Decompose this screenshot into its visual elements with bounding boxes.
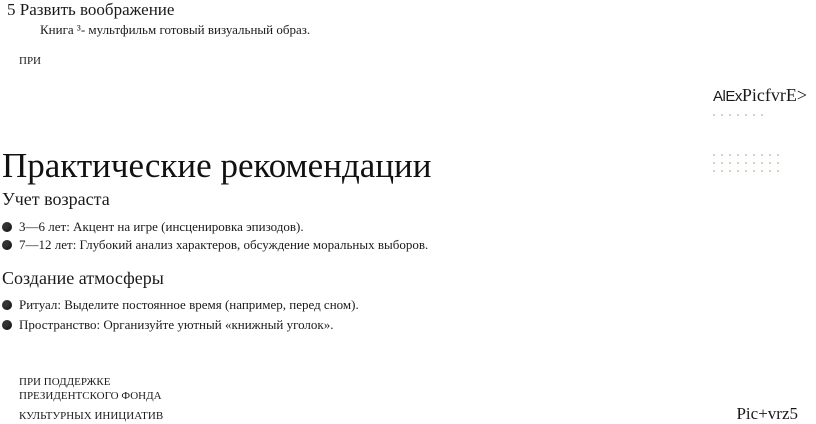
list-item	[2, 297, 359, 313]
list-item	[2, 219, 304, 235]
main-heading: Практические рекомендации	[2, 146, 432, 185]
brand-logo	[713, 85, 807, 106]
footer-support-line1: ПРИ ПОДДЕРЖКЕ	[19, 376, 111, 388]
logo-mark: AlEx	[713, 88, 742, 105]
list-item-text: 7—12 лет: Глубокий анализ характеров, обсуждение моральных выборов.	[19, 237, 429, 252]
page-section-title: 5 Развить воображение	[7, 0, 175, 19]
footer-support-line3: КУЛЬТУРНЫХ ИНИЦИАТИВ	[19, 410, 164, 422]
bullet-icon	[2, 320, 12, 330]
list-item-text: Ритуал: Выделите постоянное время (например, перед сном).	[19, 297, 359, 312]
bullet-icon	[2, 222, 12, 232]
list-item	[2, 317, 333, 333]
bullet-icon	[2, 240, 12, 250]
list-item-text: 3—6 лет: Акцент на игре (инсценировка эпизодов).	[19, 219, 304, 234]
section-title-age: Учет возраста	[2, 189, 110, 209]
footer-brand: Pic+vrz5	[736, 404, 798, 423]
decorative-dots-top	[710, 114, 766, 122]
pri-label: ПРИ	[19, 55, 42, 67]
section-title-atmosphere: Создание атмосферы	[2, 268, 164, 288]
list-item	[2, 237, 428, 253]
list-item-text: Пространство: Организуйте уютный «книжный уголок».	[19, 317, 334, 332]
decorative-dots-grid	[710, 154, 782, 178]
logo-text: PicfvrE>	[741, 85, 807, 105]
bullet-icon	[2, 300, 12, 310]
footer-support-line2: ПРЕЗИДЕНТСКОГО ФОНДА	[19, 390, 162, 402]
section-subtitle: Книга ³- мультфильм готовый визуальный образ.	[40, 22, 311, 37]
